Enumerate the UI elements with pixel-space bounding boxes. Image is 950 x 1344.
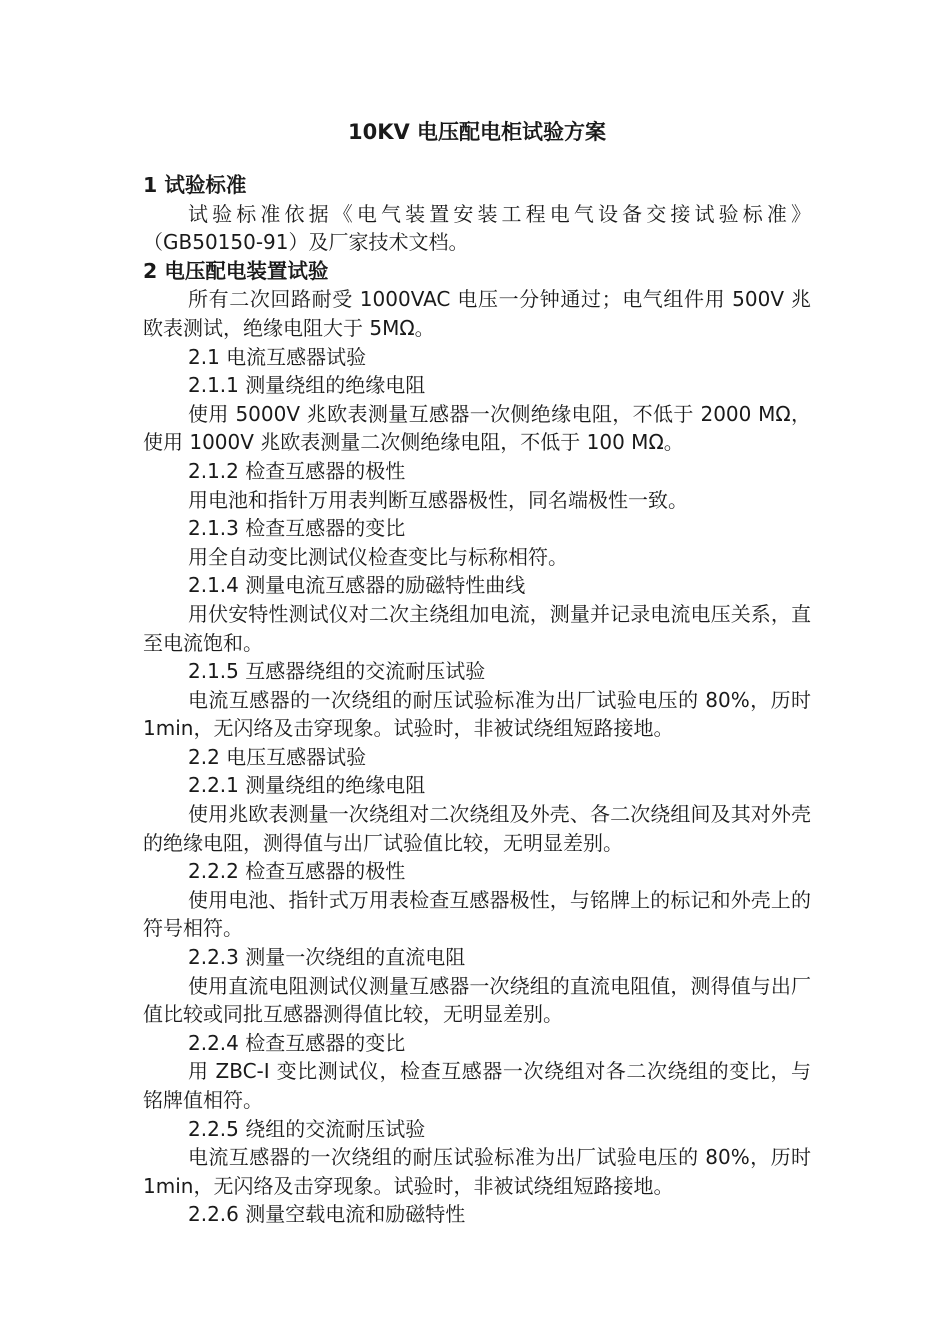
- subsection-2-1: 2.1 电流互感器试验: [188, 344, 367, 369]
- subsection-2-2-1: 2.2.1 测量绕组的绝缘电阻: [188, 773, 426, 798]
- subsection-2-1-5: 2.1.5 互感器绕组的交流耐压试验: [188, 659, 486, 684]
- paragraph-2-2-3: 使用直流电阻测试仪测量互感器一次绕组的直流电阻值，测得值与出厂值比较或同批互感器测得值比较，无明显差别。: [143, 973, 811, 1027]
- paragraph-2-1-3: 用全自动变比测试仪检查变比与标称相符。: [188, 544, 568, 569]
- paragraph-2-1-5: 电流互感器的一次绕组的耐压试验标准为出厂试验电压的 80%，历时 1min，无闪络及击穿现象。试验时，非被试绕组短路接地。: [143, 687, 811, 741]
- subsection-2-2-6: 2.2.6 测量空载电流和励磁特性: [188, 1202, 466, 1227]
- paragraph-2-2-4: 用 ZBC-I 变比测试仪，检查互感器一次绕组对各二次绕组的变比，与铭牌值相符。: [143, 1059, 811, 1112]
- paragraph-1: 试验标准依据《电气装置安装工程电气设备交接试验标准》（GB50150-91）及厂家技术文档。: [143, 201, 811, 255]
- paragraph-2-2-1: 使用兆欧表测量一次绕组对二次绕组及外壳、各二次绕组间及其对外壳的绝缘电阻，测得值与出厂试验值比较，无明显差别。: [143, 802, 811, 855]
- paragraph-2-1-1: 使用 5000V 兆欧表测量互感器一次侧绝缘电阻，不低于 2000 MΩ，使用 1000V 兆欧表测量二次侧绝缘电阻，不低于 100 MΩ。: [143, 401, 811, 455]
- subsection-2-2-5: 2.2.5 绕组的交流耐压试验: [188, 1116, 426, 1141]
- document-body: [143, 113, 811, 1229]
- subsection-2-1-3: 2.1.3 检查互感器的变比: [188, 516, 406, 541]
- subsection-2-2-3: 2.2.3 测量一次绕组的直流电阻: [188, 945, 466, 970]
- subsection-2-2-4: 2.2.4 检查互感器的变比: [188, 1030, 406, 1055]
- section-heading-1: 1 试验标准: [143, 173, 247, 197]
- paragraph-2-1-2: 用电池和指针万用表判断互感器极性，同名端极性一致。: [188, 487, 688, 512]
- paragraph-2-2-5: 电流互感器的一次绕组的耐压试验标准为出厂试验电压的 80%，历时 1min，无闪络及击穿现象。试验时，非被试绕组短路接地。: [143, 1145, 811, 1198]
- subsection-2-2: 2.2 电压互感器试验: [188, 744, 367, 769]
- subsection-2-2-2: 2.2.2 检查互感器的极性: [188, 859, 406, 884]
- paragraph-2-2-2: 使用电池、指针式万用表检查互感器极性，与铭牌上的标记和外壳上的符号相符。: [143, 887, 811, 941]
- section-heading-2: 2 电压配电装置试验: [143, 258, 329, 283]
- subsection-2-1-1: 2.1.1 测量绕组的绝缘电阻: [188, 373, 426, 398]
- subsection-2-1-2: 2.1.2 检查互感器的极性: [188, 458, 406, 483]
- paragraph-2-1-4: 用伏安特性测试仪对二次主绕组加电流，测量并记录电流电压关系，直至电流饱和。: [143, 601, 811, 655]
- subsection-2-1-4: 2.1.4 测量电流互感器的励磁特性曲线: [188, 573, 526, 598]
- paragraph-2: 所有二次回路耐受 1000VAC 电压一分钟通过；电气组件用 500V 兆欧表测试，绝缘电阻大于 5MΩ。: [143, 287, 811, 340]
- document-title: 10KV 电压配电柜试验方案: [347, 120, 607, 144]
